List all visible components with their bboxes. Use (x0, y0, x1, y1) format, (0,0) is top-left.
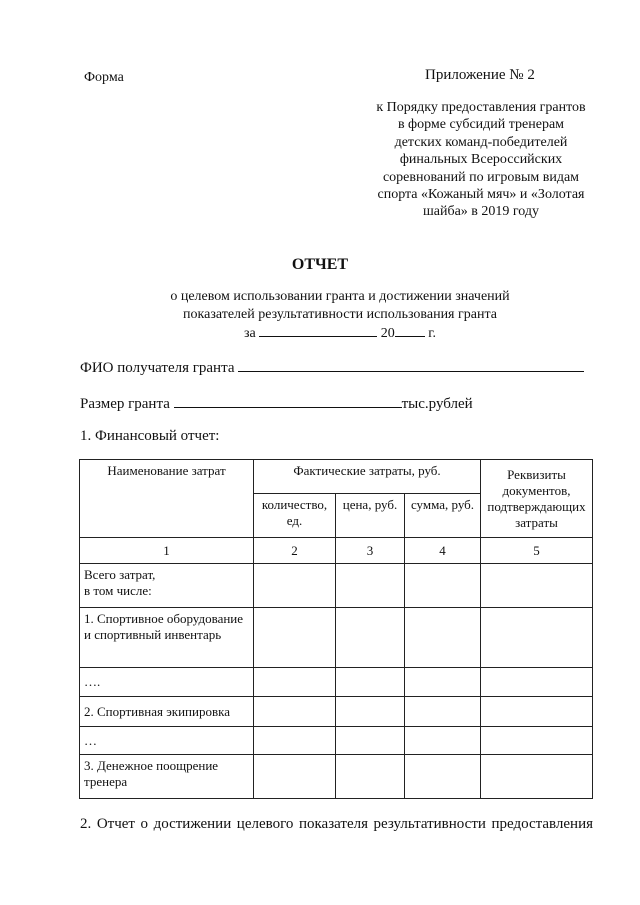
header-documents: Реквизиты документов, подтверждающих затраты (481, 460, 593, 538)
cell-price[interactable] (336, 727, 405, 755)
report-title: ОТЧЕТ (291, 256, 349, 273)
cell-quantity[interactable] (254, 697, 336, 727)
cell-documents[interactable] (481, 608, 593, 668)
grant-size-row (80, 394, 473, 413)
header-sum: сумма, руб. (405, 494, 481, 538)
cell-price[interactable] (336, 668, 405, 697)
fio-label: ФИО получателя гранта (80, 360, 235, 376)
cell-sum[interactable] (405, 608, 481, 668)
appendix-title: Приложение № 2 (425, 67, 535, 83)
appendix-line: в форме субсидий тренерам (397, 117, 565, 133)
report-period (100, 323, 580, 343)
subtitle-line: показателей результативности использования гранта (183, 306, 497, 322)
cell-quantity[interactable] (254, 608, 336, 668)
cell-sum[interactable] (405, 727, 481, 755)
appendix-line: к Порядку предоставления грантов (376, 100, 586, 115)
grant-size-unit: тыс.рублей (401, 396, 473, 412)
period-suffix: г. (428, 326, 436, 341)
cell-quantity[interactable] (254, 564, 336, 608)
column-number: 4 (405, 538, 481, 564)
period-blank[interactable] (259, 323, 377, 337)
appendix-line: спорта «Кожаный мяч» и «Золотая (377, 187, 585, 203)
fio-field[interactable] (238, 358, 584, 372)
row-label: Всего затрат, в том числе: (80, 564, 254, 608)
row-label: 3. Денежное поощрение тренера (80, 755, 254, 799)
column-number: 5 (481, 538, 593, 564)
cell-price[interactable] (336, 564, 405, 608)
report-subtitle (100, 288, 580, 343)
row-label: 2. Спортивная экипировка (80, 697, 254, 727)
row-label: … (80, 727, 254, 755)
grant-size-label: Размер гранта (80, 396, 170, 412)
table-row (80, 608, 593, 668)
cell-documents[interactable] (481, 755, 593, 799)
row-label: 1. Спортивное оборудование и спортивный инвентарь (80, 608, 254, 668)
cell-sum[interactable] (405, 697, 481, 727)
table-row (80, 727, 593, 755)
cell-price[interactable] (336, 608, 405, 668)
appendix-line: детских команд-победителей (394, 134, 568, 150)
cell-sum[interactable] (405, 755, 481, 799)
period-prefix: за (244, 326, 256, 341)
appendix-line: шайба» в 2019 году (422, 204, 540, 220)
cell-price[interactable] (336, 697, 405, 727)
fio-row (80, 358, 584, 377)
header-price: цена, руб. (336, 494, 405, 538)
subtitle-line: о целевом использовании гранта и достижении значений (170, 289, 510, 304)
table-row (80, 564, 593, 608)
appendix-line: финальных Всероссийских (399, 152, 563, 168)
cell-quantity[interactable] (254, 668, 336, 697)
cell-quantity[interactable] (254, 755, 336, 799)
header-quantity: количество, ед. (254, 494, 336, 538)
period-year: 20 (380, 326, 395, 341)
cell-documents[interactable] (481, 697, 593, 727)
column-number: 3 (336, 538, 405, 564)
section1-title: 1. Финансовый отчет: (80, 428, 220, 444)
cell-documents[interactable] (481, 727, 593, 755)
period-year-blank[interactable] (395, 323, 425, 337)
form-label: Форма (84, 70, 124, 85)
cell-sum[interactable] (405, 668, 481, 697)
table-row (80, 668, 593, 697)
financial-report-table (79, 459, 593, 799)
column-number: 2 (254, 538, 336, 564)
column-number: 1 (80, 538, 254, 564)
cell-price[interactable] (336, 755, 405, 799)
section2-text: 2. Отчет о достижении целевого показателя результативности предоставления (80, 816, 593, 832)
grant-size-field[interactable] (174, 394, 402, 408)
row-label: …. (80, 668, 254, 697)
cell-quantity[interactable] (254, 727, 336, 755)
header-cost-name: Наименование затрат (80, 460, 254, 538)
table-row (80, 697, 593, 727)
table-row (80, 755, 593, 799)
cell-sum[interactable] (405, 564, 481, 608)
appendix-line: соревнований по игровым видам (382, 169, 580, 185)
cell-documents[interactable] (481, 564, 593, 608)
cell-documents[interactable] (481, 668, 593, 697)
appendix-description (352, 99, 610, 221)
header-actual-costs: Фактические затраты, руб. (254, 460, 481, 494)
